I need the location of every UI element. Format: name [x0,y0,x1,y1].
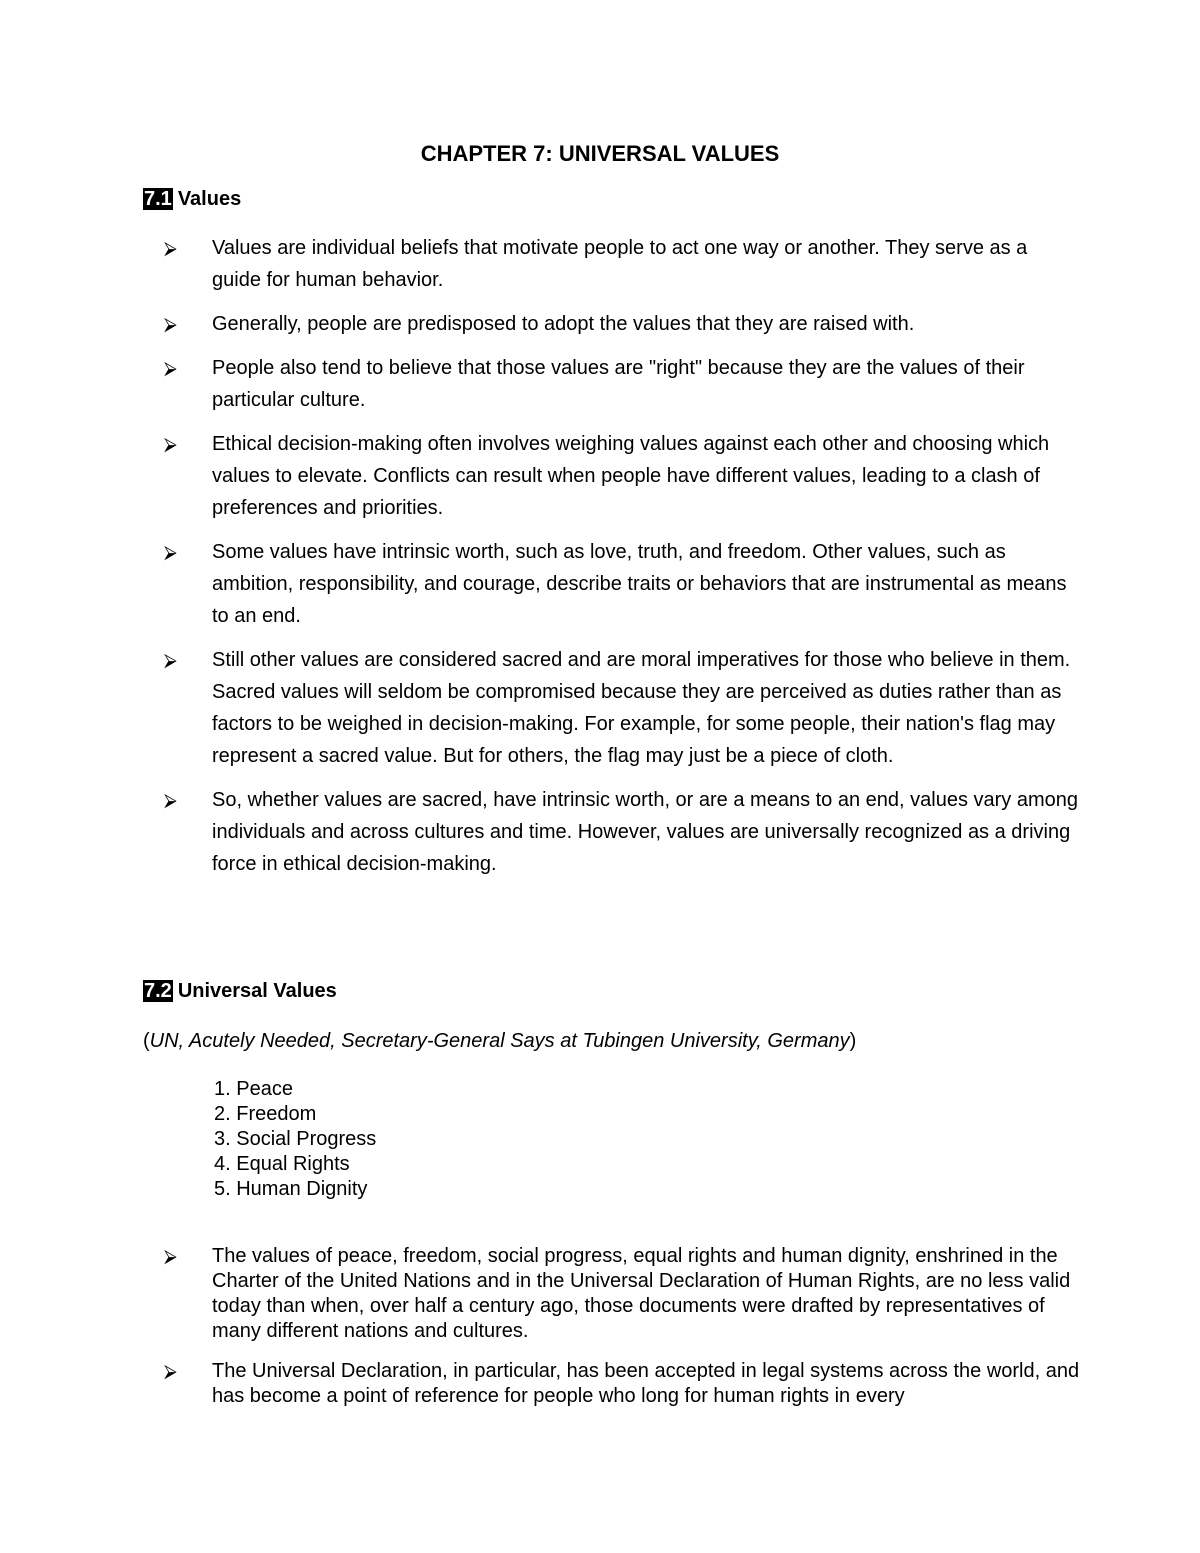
bullet-text: Some values have intrinsic worth, such as love, truth, and freedom. Other values, such as ambition, responsibility, and courage, describe traits or behaviors that are instrumental as means to an end. [212,541,1067,627]
arrowhead-bullet-icon: ⮚ [164,542,177,562]
bullet-text: People also tend to believe that those values are "right" because they are the values of their particular culture. [212,357,1025,411]
chapter-title: CHAPTER 7: UNIVERSAL VALUES [420,141,780,166]
citation [143,1028,856,1054]
list-item [160,644,1080,772]
arrowhead-bullet-icon: ⮚ [164,434,177,454]
list-item: 2. Freedom [214,1103,317,1125]
section-number-badge: 7.1 [144,188,172,210]
list-item [160,352,1080,416]
section-number-badge: 7.2 [144,980,172,1002]
arrowhead-bullet-icon: ⮚ [164,790,177,810]
bullet-text: The Universal Declaration, in particular, has been accepted in legal systems across the world, and has become a point of reference for people who long for human rights in every [212,1360,1080,1407]
list-item: 3. Social Progress [214,1128,377,1150]
bullet-text: The values of peace, freedom, social progress, equal rights and human dignity, enshrined in the Charter of the United Nations and in the Universal Declaration of Human Rights, are no less valid today than when, over half a century ago, those documents were drafted by representatives of many different nations and cultures. [212,1245,1071,1342]
list-item [160,536,1080,632]
arrowhead-bullet-icon: ⮚ [164,314,177,334]
bullet-text: Ethical decision-making often involves weighing values against each other and choosing which values to elevate. Conflicts can result when people have different values, leading to a clash of preferences and priorities. [212,433,1050,519]
list-item [160,1359,1080,1409]
section-heading-7-1 [143,186,241,212]
citation-text: UN, Acutely Needed, Secretary-General Says at Tubingen University, Germany [149,1030,850,1052]
universal-values-list [214,1077,376,1202]
bullet-text: Generally, people are predisposed to adopt the values that they are raised with. [212,313,915,335]
list-item [160,784,1080,880]
bullet-text: So, whether values are sacred, have intrinsic worth, or are a means to an end, values vary among individuals and across cultures and time. However, values are universally recognized as a driving force in ethical decision-making. [212,789,1079,875]
section-heading-7-2 [143,978,337,1004]
section-heading-text: Universal Values [177,980,337,1002]
list-item [160,232,1080,296]
list-item [160,428,1080,524]
arrowhead-bullet-icon: ⮚ [164,1246,177,1266]
arrowhead-bullet-icon: ⮚ [164,358,177,378]
citation-close: ) [849,1030,857,1052]
bullet-text: Values are individual beliefs that motivate people to act one way or another. They serve as a guide for human behavior. [212,237,1028,291]
list-item [160,308,1080,340]
citation-open: ( [143,1030,150,1052]
arrowhead-bullet-icon: ⮚ [164,1361,177,1381]
list-item: 1. Peace [214,1078,293,1100]
universal-values-bullet-list [160,1244,1080,1424]
list-item [160,1244,1080,1344]
bullet-text: Still other values are considered sacred and are moral imperatives for those who believe in them. Sacred values will seldom be compromised because they are perceived as duties rather than as factors to be weighed in decision-making. For example, for some people, their nation's flag may represent a sacred value. But for others, the flag may just be a piece of cloth. [212,649,1071,767]
list-item: 4. Equal Rights [214,1153,350,1175]
list-item: 5. Human Dignity [214,1178,368,1200]
values-bullet-list [160,232,1080,892]
arrowhead-bullet-icon: ⮚ [164,238,177,258]
section-heading-text: Values [177,188,242,210]
arrowhead-bullet-icon: ⮚ [164,650,177,670]
